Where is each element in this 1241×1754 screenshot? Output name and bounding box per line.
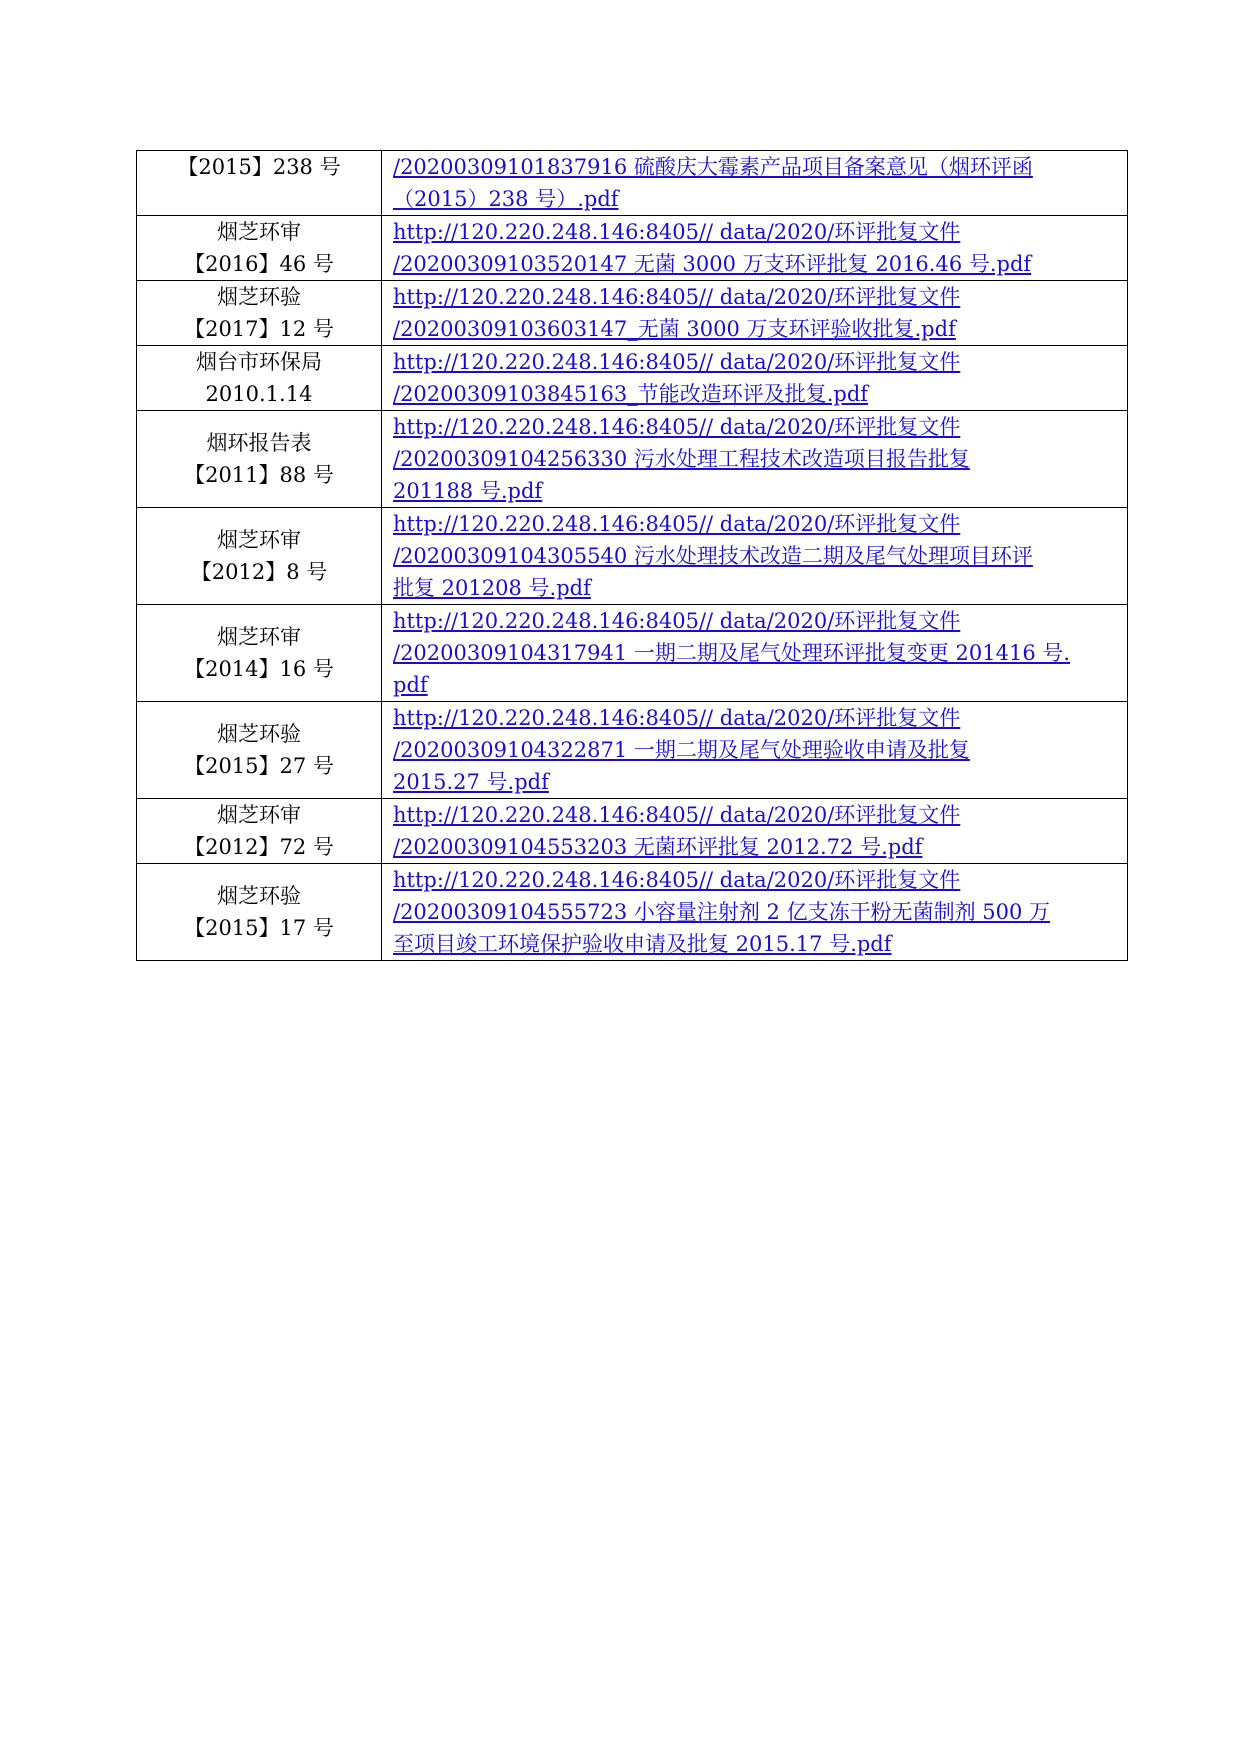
document-number-line: 烟芝环验	[217, 285, 301, 309]
file-link[interactable]	[393, 605, 1119, 701]
file-link[interactable]	[393, 702, 1119, 798]
document-number-cell	[137, 281, 382, 346]
table-row	[137, 346, 1128, 411]
document-number-cell	[137, 702, 382, 799]
table-row	[137, 864, 1128, 961]
file-link-line: /20200309103603147_无菌 3000 万支环评验收批复.pdf	[393, 317, 956, 341]
table-row	[137, 605, 1128, 702]
file-link-line: http://120.220.248.146:8405// data/2020/环评批复文件	[393, 706, 961, 730]
document-number-line: 【2012】8 号	[190, 560, 328, 584]
file-link-line: （2015）238 号）.pdf	[393, 187, 619, 211]
file-link-line: /20200309104317941 一期二期及尾气处理环评批复变更 201416 号.	[393, 641, 1071, 665]
document-number-cell	[137, 508, 382, 605]
file-link-line: /20200309101837916 硫酸庆大霉素产品项目备案意见（烟环评函	[393, 155, 1033, 179]
file-link[interactable]	[393, 799, 1119, 863]
file-link-cell	[382, 281, 1128, 346]
document-number-line: 【2016】46 号	[184, 252, 334, 276]
table-row	[137, 702, 1128, 799]
file-link-line: /20200309104305540 污水处理技术改造二期及尾气处理项目环评	[393, 544, 1033, 568]
table-row	[137, 508, 1128, 605]
file-link-line: 至项目竣工环境保护验收申请及批复 2015.17 号.pdf	[393, 932, 892, 956]
document-number-line: 烟芝环审	[217, 625, 301, 649]
file-link-line: http://120.220.248.146:8405// data/2020/环评批复文件	[393, 415, 961, 439]
table-body	[137, 151, 1128, 961]
file-link[interactable]	[393, 346, 1119, 410]
document-number-cell	[137, 411, 382, 508]
file-link-line: /20200309103845163_节能改造环评及批复.pdf	[393, 382, 869, 406]
document-number-line: 【2015】238 号	[177, 155, 341, 179]
file-link-line: /20200309104555723 小容量注射剂 2 亿支冻干粉无菌制剂 500 万	[393, 900, 1051, 924]
document-number-cell	[137, 864, 382, 961]
file-link-line: /20200309104256330 污水处理工程技术改造项目报告批复	[393, 447, 970, 471]
file-link-line: http://120.220.248.146:8405// data/2020/环评批复文件	[393, 285, 961, 309]
file-link-line: /20200309104553203 无菌环评批复 2012.72 号.pdf	[393, 835, 923, 859]
document-number-line: 烟芝环验	[217, 884, 301, 908]
file-link-cell	[382, 799, 1128, 864]
file-link-cell	[382, 605, 1128, 702]
table-row	[137, 411, 1128, 508]
file-link[interactable]	[393, 281, 1119, 345]
table-row	[137, 151, 1128, 216]
file-link-cell	[382, 864, 1128, 961]
file-link[interactable]	[393, 216, 1119, 280]
file-link-line: http://120.220.248.146:8405// data/2020/环评批复文件	[393, 803, 961, 827]
document-number-line: 【2015】17 号	[184, 916, 334, 940]
document-number-line: 【2017】12 号	[184, 317, 334, 341]
document-number-line: 烟环报告表	[206, 431, 312, 455]
document-number-line: 烟台市环保局	[196, 350, 322, 374]
file-link-line: 201188 号.pdf	[393, 479, 543, 503]
file-link-cell	[382, 702, 1128, 799]
file-link-line: http://120.220.248.146:8405// data/2020/环评批复文件	[393, 512, 961, 536]
file-link-cell	[382, 508, 1128, 605]
file-link-line: /20200309104322871 一期二期及尾气处理验收申请及批复	[393, 738, 970, 762]
approval-documents-table	[136, 150, 1128, 961]
document-number-line: 烟芝环验	[217, 722, 301, 746]
table-row	[137, 281, 1128, 346]
document-number-line: 烟芝环审	[217, 220, 301, 244]
file-link-line: http://120.220.248.146:8405// data/2020/环评批复文件	[393, 609, 961, 633]
file-link[interactable]	[393, 151, 1119, 215]
document-number-line: 【2012】72 号	[184, 835, 334, 859]
document-number-cell	[137, 151, 382, 216]
document-number-cell	[137, 605, 382, 702]
file-link-cell	[382, 346, 1128, 411]
file-link-line: http://120.220.248.146:8405// data/2020/环评批复文件	[393, 220, 961, 244]
file-link-cell	[382, 151, 1128, 216]
file-link[interactable]	[393, 411, 1119, 507]
document-number-cell	[137, 346, 382, 411]
file-link-line: 批复 201208 号.pdf	[393, 576, 591, 600]
document-number-cell	[137, 799, 382, 864]
document-number-cell	[137, 216, 382, 281]
document-number-line: 烟芝环审	[217, 803, 301, 827]
file-link-line: /20200309103520147 无菌 3000 万支环评批复 2016.46 号.pdf	[393, 252, 1032, 276]
file-link[interactable]	[393, 864, 1119, 960]
document-number-line: 2010.1.14	[205, 382, 313, 406]
file-link-line: http://120.220.248.146:8405// data/2020/环评批复文件	[393, 868, 961, 892]
document-number-line: 【2015】27 号	[184, 754, 334, 778]
file-link-line: http://120.220.248.146:8405// data/2020/环评批复文件	[393, 350, 961, 374]
file-link-line: 2015.27 号.pdf	[393, 770, 549, 794]
file-link-cell	[382, 216, 1128, 281]
table-row	[137, 799, 1128, 864]
table-row	[137, 216, 1128, 281]
document-number-line: 烟芝环审	[217, 528, 301, 552]
document-number-line: 【2014】16 号	[184, 657, 334, 681]
file-link-cell	[382, 411, 1128, 508]
file-link[interactable]	[393, 508, 1119, 604]
document-number-line: 【2011】88 号	[184, 463, 334, 487]
file-link-line: pdf	[393, 673, 428, 697]
